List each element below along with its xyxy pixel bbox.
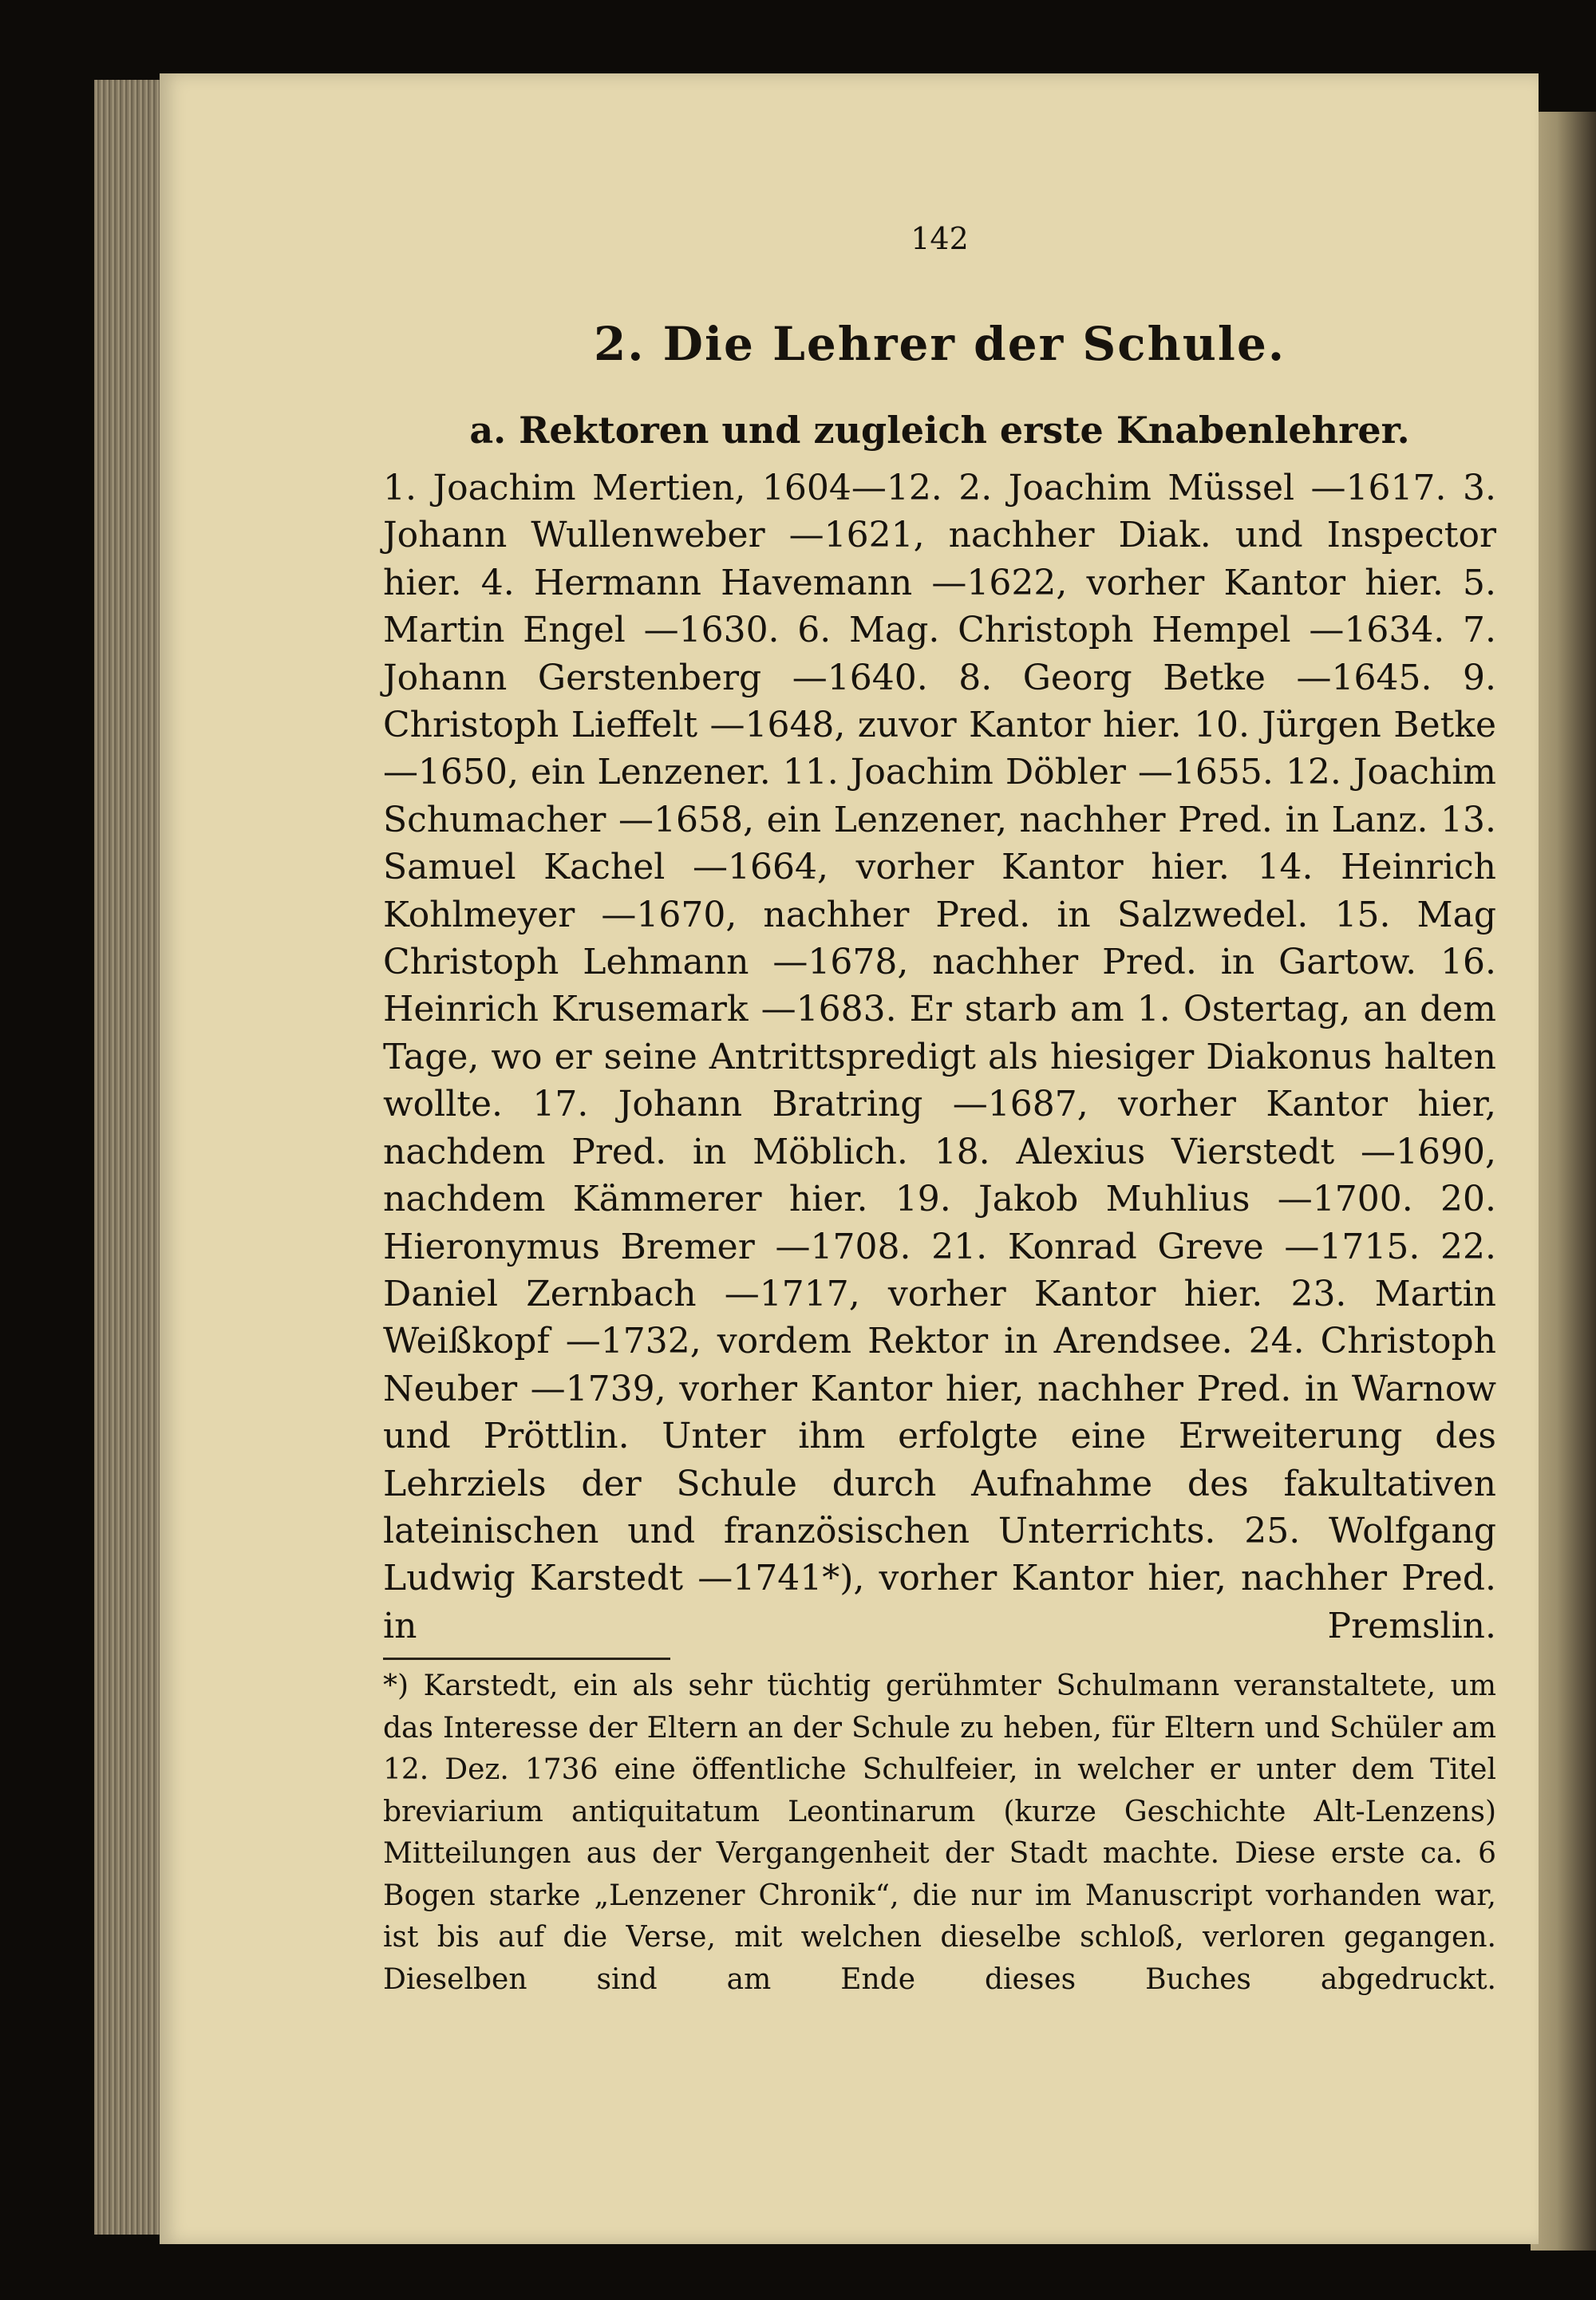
book-page-edges-right (1531, 112, 1596, 2251)
page-number: 142 (911, 221, 969, 256)
footnote: *) Karstedt, ein als sehr tüchtig gerühmter Schulmann veranstaltete, um das Interesse der Eltern an der Schule zu heben, für Eltern und Schüler am 12. Dez. 1736 eine öffentliche Schulfeier, in welcher er unter dem Titel breviarium antiquitatum Leontinarum (kurze Geschichte Alt-Lenzens) Mitteilungen aus der Vergangenheit der Stadt machte. Diese erste ca. 6 Bogen starke „Lenzener Chronik“, die nur im Manuscript vorhanden war, ist bis auf die Verse, mit welchen dieselbe schloß, verloren gegangen. Dieselben sind am Ende dieses Buches abgedruckt. (383, 1670, 1496, 1996)
book-page (160, 73, 1539, 2244)
sub-heading: a. Rektoren und zugleich erste Knabenlehrer. (469, 409, 1410, 452)
section-heading: 2. Die Lehrer der Schule. (593, 317, 1286, 371)
book-page-edges-left (94, 80, 166, 2235)
footnote-divider (383, 1658, 670, 1660)
body-paragraph: 1. Joachim Mertien, 1604—12. 2. Joachim Müssel —1617. 3. Johann Wullenweber —1621, nachher Diak. und Inspector hier. 4. Hermann Havemann —1622, vorher Kantor hier. 5. Martin Engel —1630. 6. Mag. Christoph Hempel —1634. 7. Johann Gerstenberg —1640. 8. Georg Betke —1645. 9. Christoph Lieffelt —1648, zuvor Kantor hier. 10. Jürgen Betke —1650, ein Lenzener. 11. Joachim Döbler —1655. 12. Joachim Schumacher —1658, ein Lenzener, nachher Pred. in Lanz. 13. Samuel Kachel —1664, vorher Kantor hier. 14. Heinrich Kohlmeyer —1670, nachher Pred. in Salzwedel. 15. Mag Christoph Lehmann —1678, nachher Pred. in Gartow. 16. Heinrich Krusemark —1683. Er starb am 1. Ostertag, an dem Tage, wo er seine Antrittspredigt als hiesiger Diakonus halten wollte. 17. Johann Bratring —1687, vorher Kantor hier, nachdem Pred. in Möblich. 18. Alexius Vierstedt —1690, nachdem Kämmerer hier. 19. Jakob Muhlius —1700. 20. Hieronymus Bremer —1708. 21. Konrad Greve —1715. 22. Daniel Zernbach —1717, vorher Kantor hier. 23. Martin Weißkopf —1732, vordem Rektor in Arendsee. 24. Christoph Neuber —1739, vorher Kantor hier, nachher Pred. in Warnow und Pröttlin. Unter ihm erfolgte eine Erweiterung des Lehrziels der Schule durch Aufnahme des fakultativen lateinischen und französischen Unterrichts. 25. Wolfgang Ludwig Karstedt —1741*), vorher Kantor hier, nachher Pred. in Premslin. (383, 468, 1496, 1646)
